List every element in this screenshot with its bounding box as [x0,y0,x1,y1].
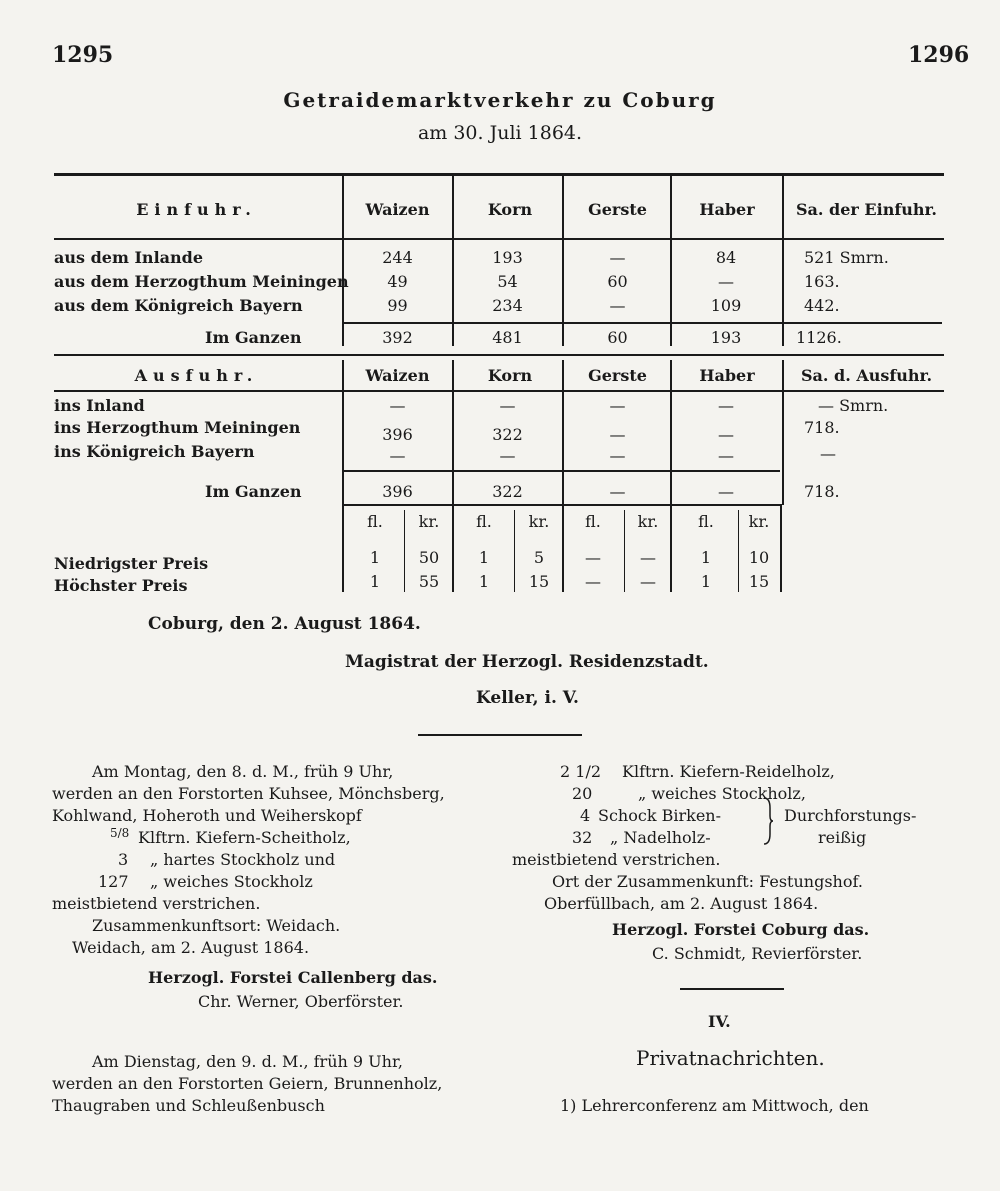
price-unit: kr. [418,512,440,531]
notice1-item3-number: 127 [98,872,129,891]
notice1-line4: meistbietend verstrichen. [52,894,261,913]
price-cell: 5 [533,548,545,567]
export-cell: — [609,396,626,415]
export-cell: 322 [492,425,523,444]
export-row-label: ins Herzogthum Meiningen [54,418,301,437]
price-unit: kr. [528,512,550,531]
price-cell: 1 [369,548,381,567]
signature-authority: Magistrat der Herzogl. Residenzstadt. [345,652,709,672]
export-cell: — [718,446,734,465]
notice1-line3: Kohlwand, Hoheroth und Weiherskopf [52,806,362,825]
import-row-label: aus dem Herzogthum Meiningen [54,272,349,291]
notice1-item2-number: 3 [118,850,129,869]
import-cell: — [609,248,626,267]
export-cell: — [718,425,734,444]
report-date: am 30. Juli 1864. [417,122,583,144]
notice1-item2-text: „ hartes Stockholz und [150,850,336,869]
price-cell: 55 [418,572,440,591]
import-cell: — [718,272,734,291]
export-cell: — [718,396,734,415]
notice2-line2: werden an den Forstorten Geiern, Brunnenholz, [52,1074,443,1093]
import-cell: 234 [492,296,523,315]
import-cell: — [609,296,626,315]
notice1-item1-number: 5/8 [110,826,130,840]
right-item-text: Schock Birken- [598,806,721,825]
right-item-number: 2 1/2 [560,762,602,781]
price-row-label: Niedrigster Preis [54,554,209,573]
import-total-cell: 392 [382,328,413,347]
export-total-cell: — [609,482,626,501]
notice1-line1: Am Montag, den 8. d. M., früh 9 Uhr, [92,762,394,781]
export-cell-total: 718. [804,418,840,437]
notice1-item3-text: „ weiches Stockholz [150,872,313,891]
import-cell: 54 [497,272,518,291]
right-bracket-text: reißig [818,828,867,847]
export-total-cell-sum: 718. [804,482,840,501]
notice1-meeting: Zusammenkunftsort: Weidach. [92,916,341,935]
right-item-text: „ weiches Stockholz, [638,784,806,803]
price-cell: 50 [418,548,440,567]
export-total-cell: 322 [492,482,523,501]
export-row-label: ins Königreich Bayern [54,442,255,461]
signature-place-date: Coburg, den 2. August 1864. [148,614,421,634]
import-total-label: Im Ganzen [205,328,302,347]
export-cell-total: — Smrn. [818,396,889,415]
section-item-start: 1) Lehrerconferenz am Mittwoch, den [560,1096,869,1115]
import-header-label: Einfuhr. [136,200,257,219]
price-unit: fl. [585,512,601,531]
import-cell-total: 442. [804,296,840,315]
export-cell: — [499,446,516,465]
import-total-cell: 481 [492,328,523,347]
import-cell: 49 [387,272,408,291]
right-item-number: 20 [572,784,593,803]
export-cell: — [609,425,626,444]
report-title: Getraidemarktverkehr zu Coburg [283,88,717,112]
notice2-line1: Am Dienstag, den 9. d. M., früh 9 Uhr, [92,1052,403,1071]
import-cell: 84 [715,248,737,267]
price-cell: 1 [700,548,712,567]
notice2-line3: Thaugraben und Schleußenbusch [52,1096,325,1115]
right-item-number: 32 [572,828,593,847]
price-cell: 1 [478,572,490,591]
import-cell: 193 [492,248,523,267]
import-cell: 109 [710,296,742,315]
import-cell: 244 [382,248,413,267]
import-row-label: aus dem Königreich Bayern [54,296,303,315]
brace-icon [762,796,774,846]
import-cell: 60 [607,272,628,291]
right-item-number: 4 [580,806,591,825]
price-unit: kr. [748,512,770,531]
right-item-text: Klftrn. Kiefern-Reidelholz, [622,762,835,781]
price-cell: — [585,548,601,567]
price-cell: — [640,548,656,567]
notice1-item1-text: Klftrn. Kiefern-Scheitholz, [138,828,351,847]
price-cell: — [640,572,656,591]
notice1-date: Weidach, am 2. August 1864. [72,938,310,957]
import-cell-total: 163. [804,272,840,291]
import-total-cell-sum: 1126. [796,328,842,347]
export-total-cell: — [718,482,734,501]
import-header-haber: Haber [699,200,755,219]
import-row-label: aus dem Inlande [54,248,204,267]
export-header-haber: Haber [699,366,755,385]
price-cell: 10 [748,548,770,567]
price-row-label: Höchster Preis [54,576,188,595]
section-title: Privatnachrichten. [636,1046,825,1070]
export-header-label: Ausfuhr. [134,366,259,385]
export-cell: — [499,396,516,415]
right-office: Herzogl. Forstei Coburg das. [612,920,870,939]
signature-signer: Keller, i. V. [476,688,579,708]
price-cell: 15 [528,572,550,591]
right-signer: C. Schmidt, Revierförster. [652,944,863,963]
export-header-waizen: Waizen [365,366,430,385]
price-unit: kr. [637,512,659,531]
export-header-total: Sa. d. Ausfuhr. [800,366,933,385]
export-row-label: ins Inland [54,396,145,415]
price-cell: 1 [700,572,712,591]
import-header-gerste: Gerste [588,200,647,219]
price-cell: 15 [748,572,770,591]
export-cell: 396 [382,425,413,444]
price-cell: 1 [478,548,490,567]
notice1-signer: Chr. Werner, Oberförster. [198,992,404,1011]
export-total-label: Im Ganzen [205,482,302,501]
section-number: IV. [708,1012,731,1031]
import-header-korn: Korn [487,200,533,219]
notice1-office: Herzogl. Forstei Callenberg das. [148,968,438,987]
export-cell-total: — [820,444,836,463]
price-unit: fl. [476,512,492,531]
right-date: Oberfüllbach, am 2. August 1864. [544,894,819,913]
price-unit: fl. [367,512,383,531]
import-header-waizen: Waizen [365,200,430,219]
import-total-cell: 193 [710,328,742,347]
right-item-text: „ Nadelholz- [610,828,711,847]
right-line-a: meistbietend verstrichen. [512,850,721,869]
export-total-cell: 396 [382,482,413,501]
right-bracket-text: Durchforstungs- [784,806,917,825]
import-total-cell: 60 [607,328,628,347]
export-cell: — [389,396,406,415]
import-cell: 99 [387,296,408,315]
export-header-korn: Korn [487,366,533,385]
export-cell: — [609,446,626,465]
price-cell: — [585,572,601,591]
export-cell: — [389,446,406,465]
price-unit: fl. [698,512,714,531]
right-meeting: Ort der Zusammenkunft: Festungshof. [552,872,863,891]
notice1-line2: werden an den Forstorten Kuhsee, Mönchsberg, [52,784,445,803]
page-number-left: 1295 [52,42,114,68]
price-cell: 1 [369,572,381,591]
page-number-right: 1296 [908,42,970,68]
import-header-total: Sa. der Einfuhr. [795,200,937,219]
import-cell-total: 521 Smrn. [804,248,889,267]
export-header-gerste: Gerste [588,366,647,385]
